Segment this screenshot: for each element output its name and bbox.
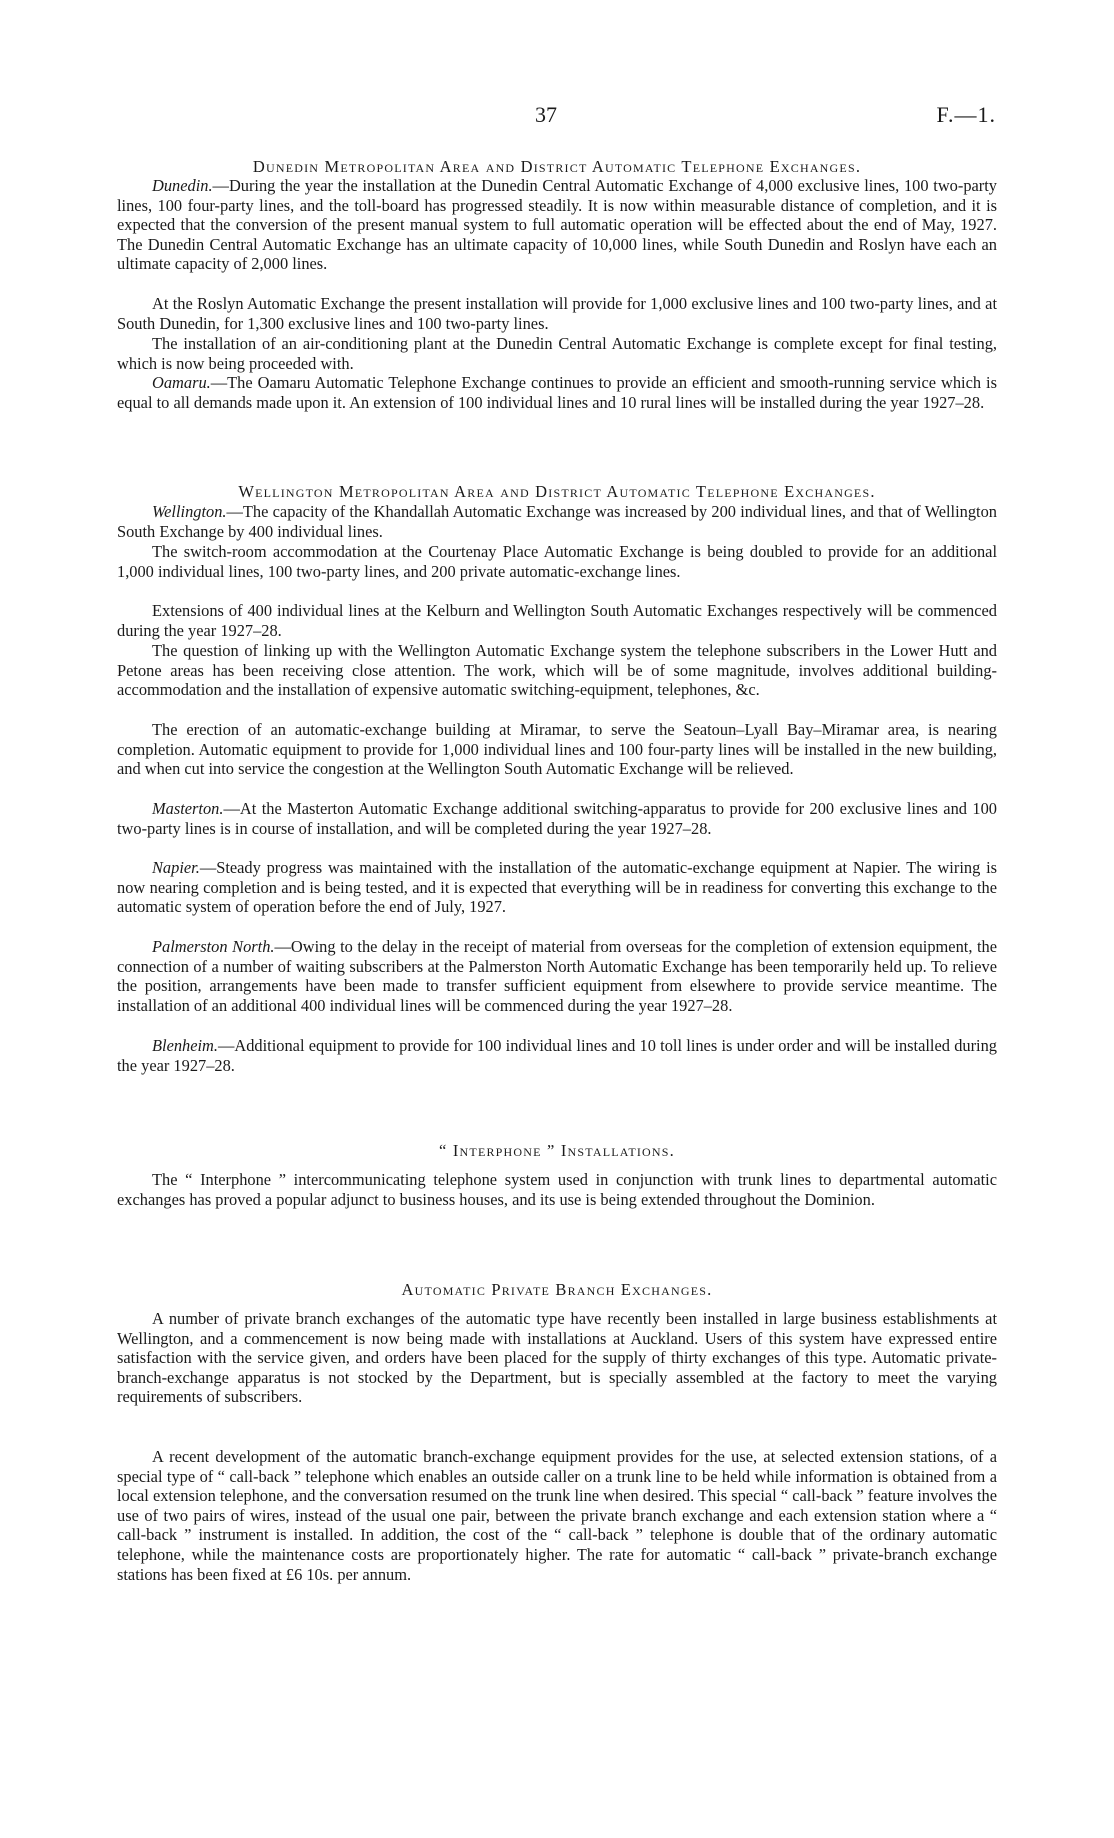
page-number: 37 (535, 102, 557, 127)
paragraph-lead: Masterton. (152, 799, 224, 818)
paragraph-text: The “ Interphone ” intercommunicating telephone system used in conjunction with trunk lines to departmental automatic exchanges has proved a popular adjunct to business houses, and its use is being extended throughout the Dominion. (117, 1170, 997, 1209)
document-reference: F.—1. (936, 102, 996, 127)
paragraph-text: Extensions of 400 individual lines at the Kelburn and Wellington South Automatic Exchanges respectively will be commenced during the year 1927–28. (117, 601, 997, 640)
paragraph-wellington (117, 502, 997, 541)
page-header (0, 102, 1114, 132)
paragraph-roslyn (117, 294, 997, 333)
paragraph-text: The question of linking up with the Wellington Automatic Exchange system the telephone subscribers in the Lower Hutt and Petone areas has been receiving close attention. The work, which will be of some magnitude, involves additional building-accommodation and the installation of expensive automatic switching-equipment, telephones, &c. (117, 641, 997, 700)
paragraph-kelburn (117, 601, 997, 640)
paragraph-text: At the Roslyn Automatic Exchange the present installation will provide for 1,000 exclusive lines and 100 two-party lines, and at South Dunedin, for 1,300 exclusive lines and 100 two-party lines. (117, 294, 997, 333)
paragraph-text: —Owing to the delay in the receipt of material from overseas for the completion of extension equipment, the connection of a number of waiting subscribers at the Palmerston North Automatic Exchange has been temporarily held up. To relieve the position, arrangements have been made to transfer sufficient equipment from elsewhere to provide service meantime. The installation of an additional 400 individual lines will be commenced during the year 1927–28. (117, 937, 998, 1015)
paragraph-courtenay-place (117, 542, 997, 581)
paragraph-text: —The capacity of the Khandallah Automatic Exchange was increased by 200 individual lines, and that of Wellington South Exchange by 400 individual lines. (117, 502, 997, 541)
paragraph-text: —At the Masterton Automatic Exchange additional switching-apparatus to provide for 200 exclusive lines and 100 two-party lines is in course of installation, and will be completed during the year 1927–28. (117, 799, 997, 838)
paragraph-text: The erection of an automatic-exchange building at Miramar, to serve the Seatoun–Lyall Bay–Miramar area, is nearing completion. Automatic equipment to provide for 1,000 individual lines and 100 four-party lines will be installed in the new building, and when cut into service the congestion at the Wellington South Automatic Exchange will be relieved. (117, 720, 997, 779)
paragraph-lead: Wellington. (152, 502, 227, 521)
paragraph-interphone (117, 1170, 997, 1209)
paragraph-text: —The Oamaru Automatic Telephone Exchange continues to provide an efficient and smooth-running service which is equal to all demands made upon it. An extension of 100 individual lines and 10 rural lines will be installed during the year 1927–28. (117, 373, 997, 412)
paragraph-blenheim (117, 1036, 997, 1075)
paragraph-lower-hutt (117, 641, 997, 700)
section-heading-private-branch: Automatic Private Branch Exchanges. (401, 1280, 713, 1299)
paragraph-lead: Oamaru. (152, 373, 211, 392)
paragraph-lead: Dunedin. (152, 176, 213, 195)
paragraph-private-branch (117, 1309, 997, 1407)
paragraph-text: —Additional equipment to provide for 100 individual lines and 10 toll lines is under order and will be installed during the year 1927–28. (117, 1036, 997, 1075)
section-heading-interphone: “ Interphone ” Installations. (439, 1141, 675, 1160)
paragraph-text: A number of private branch exchanges of the automatic type have recently been installed in large business establishments at Wellington, and a commencement is now being made with installations at Auckland. Users of this system have expressed entire satisfaction with the service given, and orders have been placed for the supply of thirty exchanges of this type. Automatic private-branch-exchange apparatus is not stocked by the Department, but is specially assembled at the factory to meet the varying requirements of subscribers. (117, 1309, 997, 1407)
paragraph-text: The switch-room accommodation at the Courtenay Place Automatic Exchange is being doubled to provide for an additional 1,000 individual lines, 100 two-party lines, and 200 private automatic-exchange lines. (117, 542, 997, 581)
paragraph-lead: Palmerston North. (152, 937, 275, 956)
paragraph-masterton (117, 799, 997, 838)
paragraph-miramar (117, 720, 997, 779)
section-heading-dunedin: Dunedin Metropolitan Area and District Automatic Telephone Exchanges. (252, 157, 862, 176)
paragraph-lead: Napier. (152, 858, 200, 877)
paragraph-oamaru (117, 373, 997, 412)
paragraph-lead: Blenheim. (152, 1036, 218, 1055)
paragraph-napier (117, 858, 997, 917)
paragraph-text: The installation of an air-conditioning plant at the Dunedin Central Automatic Exchange is complete except for final testing, which is now being proceeded with. (117, 334, 997, 373)
paragraph-text: A recent development of the automatic branch-exchange equipment provides for the use, at selected extension stations, of a special type of “ call-back ” telephone which enables an outside caller on a trunk line to be held while information is obtained from a local extension telephone, and the conversation resumed on the trunk line when desired. This special “ call-back ” feature involves the use of two pairs of wires, instead of the usual one pair, between the private branch exchange and each extension station where a “ call-back ” instrument is installed. In addition, the cost of the “ call-back ” telephone is double that of the ordinary automatic telephone, while the maintenance costs are proportionately higher. The rate for automatic “ call-back ” private-branch exchange stations has been fixed at £6 10s. per annum. (117, 1447, 997, 1584)
paragraph-air-conditioning (117, 334, 997, 373)
paragraph-dunedin (117, 176, 997, 274)
paragraph-text: —During the year the installation at the Dunedin Central Automatic Exchange of 4,000 exclusive lines, 100 two-party lines, 100 four-party lines, and the toll-board has progressed steadily. It is now within measurable distance of completion, and it is expected that the conversion of the present manual system to full automatic operation will be effected about the end of May, 1927. The Dunedin Central Automatic Exchange has an ultimate capacity of 10,000 lines, while South Dunedin and Roslyn have each an ultimate capacity of 2,000 lines. (117, 176, 997, 274)
paragraph-text: —Steady progress was maintained with the installation of the automatic-exchange equipment at Napier. The wiring is now nearing completion and is being tested, and it is expected that everything will be in readiness for converting this exchange to the automatic system of operation before the end of July, 1927. (117, 858, 997, 917)
paragraph-call-back (117, 1447, 997, 1584)
section-heading-wellington: Wellington Metropolitan Area and District Automatic Telephone Exchanges. (238, 482, 876, 501)
paragraph-palmerston-north (117, 937, 997, 1015)
